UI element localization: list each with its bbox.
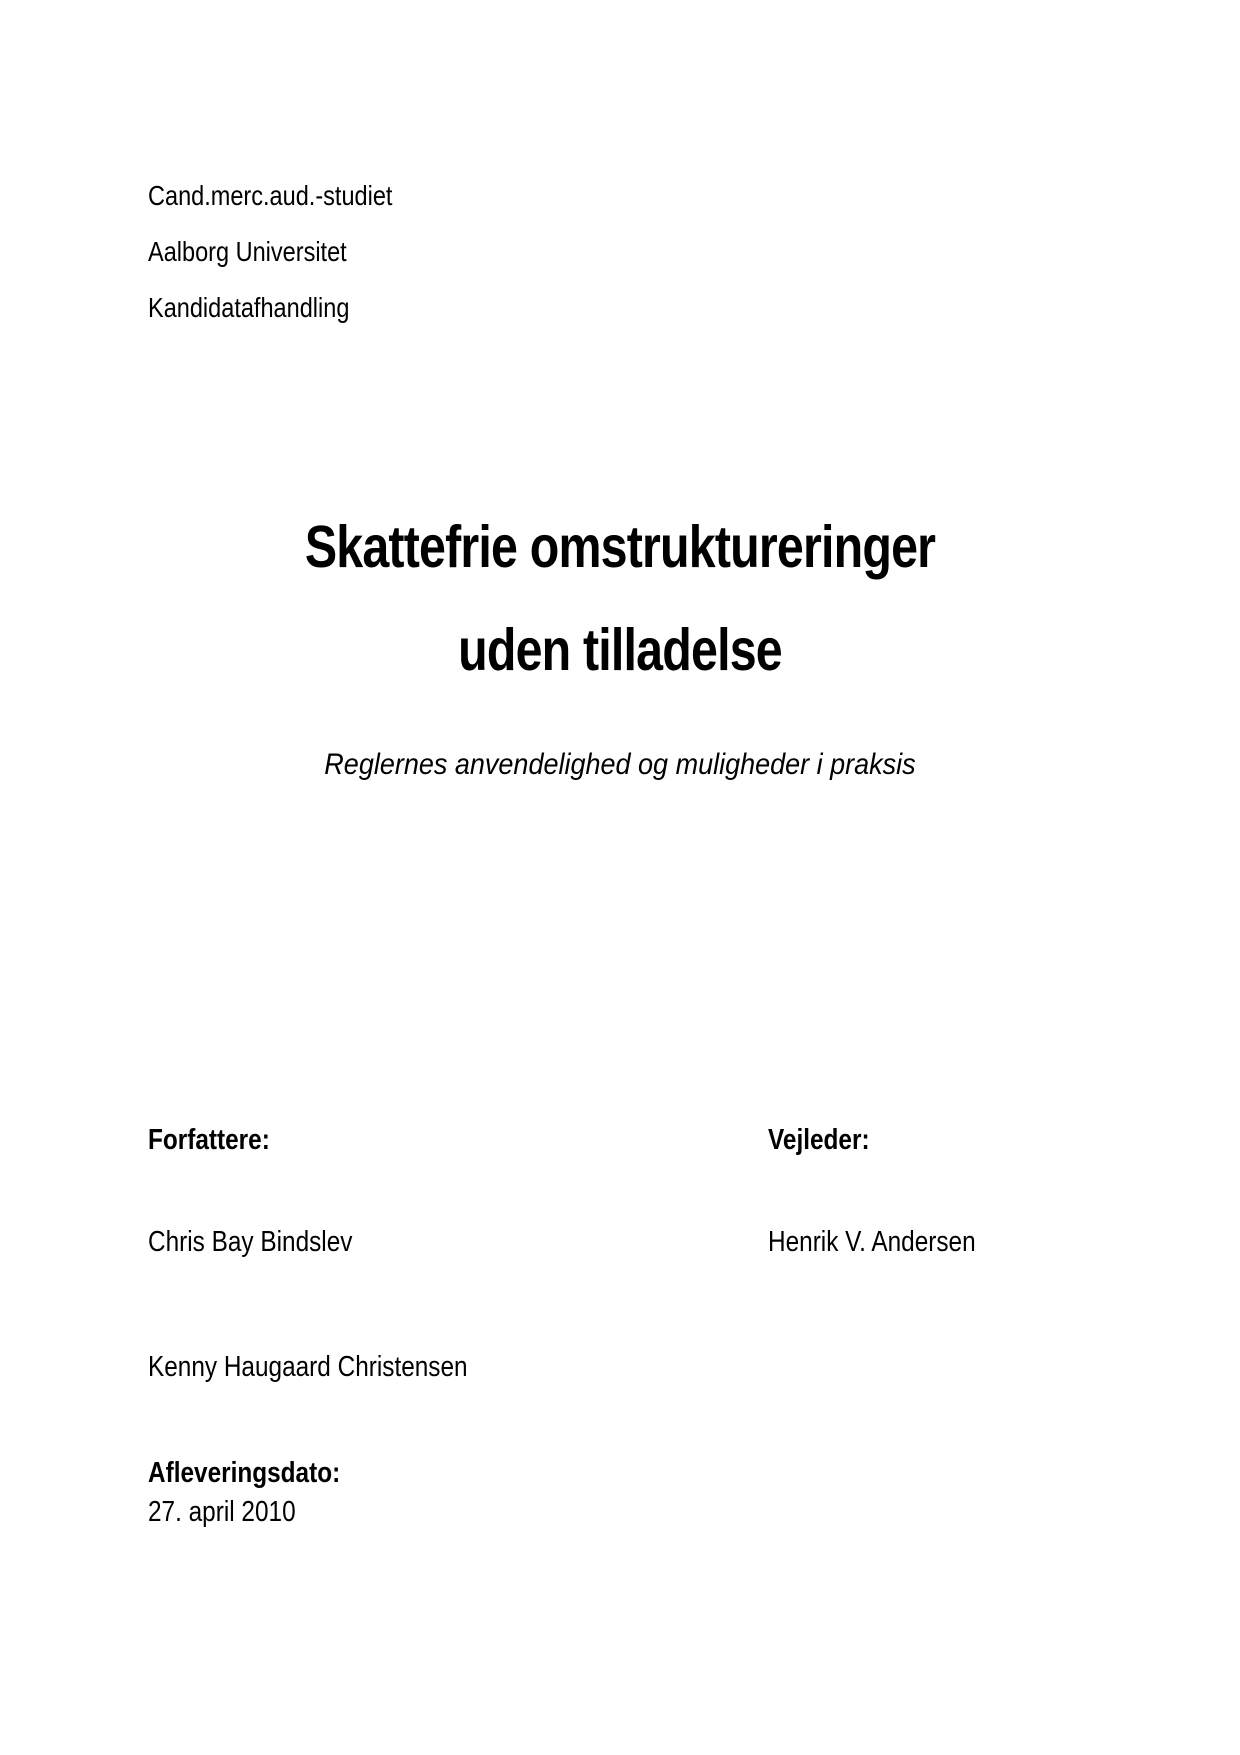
submission-date-heading <box>148 1455 377 1491</box>
university-name: Aalborg Universitet <box>148 236 347 267</box>
supervisor-name <box>768 1224 1015 1260</box>
document-type: Kandidatafhandling <box>148 292 350 323</box>
authors-heading <box>148 1122 293 1158</box>
authors-heading-label: Forfattere: <box>148 1124 270 1156</box>
document-meta-block <box>148 168 439 336</box>
title-block <box>112 496 1129 702</box>
author-name-1-text: Chris Bay Bindslev <box>148 1226 353 1258</box>
submission-date-heading-label: Afleveringsdato: <box>148 1457 341 1489</box>
supervisor-heading-label: Vejleder: <box>768 1124 870 1156</box>
supervisor-name-text: Henrik V. Andersen <box>768 1226 976 1258</box>
study-programme: Cand.merc.aud.-studiet <box>148 180 393 211</box>
document-subtitle: Reglernes anvendelighed og muligheder i praksis <box>324 748 916 781</box>
author-name-2-text: Kenny Haugaard Christensen <box>148 1351 468 1383</box>
supervisor-heading <box>768 1122 889 1158</box>
submission-date-text: 27. april 2010 <box>148 1496 296 1528</box>
submission-date <box>148 1494 324 1530</box>
title-line-1: Skattefrie omstruktureringer <box>304 514 936 580</box>
author-name-2 <box>148 1349 528 1385</box>
document-title <box>112 496 1129 702</box>
author-name-1 <box>148 1224 391 1260</box>
title-line-2: uden tilladelse <box>458 617 782 683</box>
